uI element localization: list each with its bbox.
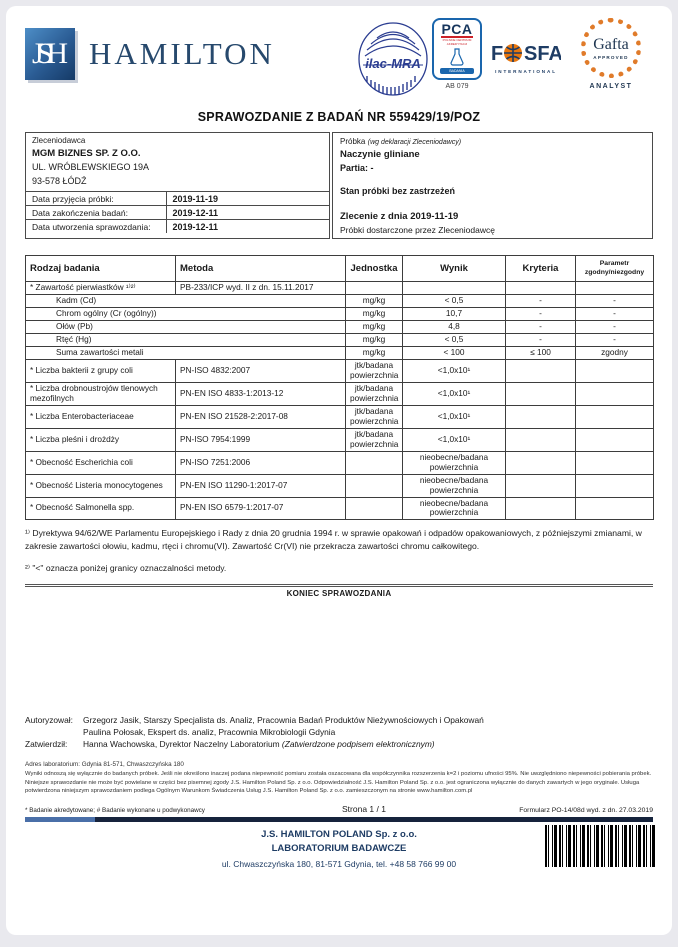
table-cell: Chrom ogólny (Cr (ogólny)) <box>26 308 346 321</box>
table-cell: * Zawartość pierwiastków ¹⁾²⁾ <box>26 282 176 295</box>
table-cell: * Obecność Escherichia coli <box>26 451 176 474</box>
table-cell: PB-233/ICP wyd. II z dn. 15.11.2017 <box>176 282 346 295</box>
results-table-body <box>26 282 654 520</box>
approved-row <box>25 738 653 750</box>
pca-label: PCA <box>441 21 473 37</box>
sample-batch: Partia: - <box>340 162 374 173</box>
table-cell <box>506 474 576 497</box>
report-title: SPRAWOZDANIE Z BADAŃ NR 559429/19/POZ <box>197 110 481 124</box>
gafta-analyst-label: ANALYST <box>589 83 633 90</box>
pca-badge <box>431 18 483 90</box>
table-cell: Kadm (Cd) <box>26 295 346 308</box>
table-row <box>26 334 654 347</box>
table-cell: PN-ISO 4832:2007 <box>176 360 346 383</box>
date-value: 2019-11-19 <box>166 192 329 206</box>
table-row <box>26 220 329 234</box>
table-cell: ≤ 100 <box>506 347 576 360</box>
table-cell <box>576 428 654 451</box>
table-row <box>26 405 654 428</box>
table-row <box>26 497 654 520</box>
results-table <box>25 255 654 520</box>
fosfa-badge <box>491 42 561 74</box>
sample-label-note: (wg deklaracji Zleceniodawcy) <box>367 139 462 146</box>
table-cell: nieobecne/badana powierzchnia <box>403 451 506 474</box>
table-cell: jtk/badana powierzchnia <box>346 405 403 428</box>
col-header-wynik: Wynik <box>403 256 506 282</box>
col-header-metoda: Metoda <box>176 256 346 282</box>
client-head <box>26 133 329 191</box>
footer-address: ul. Chwaszczyńska 180, 81-571 Gdynia, tel. +48 58 766 99 00 <box>221 858 457 869</box>
table-cell: mg/kg <box>346 321 403 334</box>
table-cell: * Liczba Enterobacteriaceae <box>26 405 176 428</box>
header <box>25 18 653 104</box>
date-label: Data przyjęcia próbki: <box>26 192 166 206</box>
date-label: Data zakończenia badań: <box>26 206 166 220</box>
accredited-note: * Badanie akredytowane; # Badanie wykonane u podwykonawcy <box>25 807 205 815</box>
fosfa-international-label: INTERNATIONAL <box>495 69 557 74</box>
table-cell: - <box>576 334 654 347</box>
end-divider <box>25 584 653 587</box>
table-cell: 4,8 <box>403 321 506 334</box>
gafta-label: Gafta <box>593 35 629 53</box>
pca-tiny-text: POLSKIE CENTRUM AKREDYTACJI <box>442 38 472 46</box>
table-cell <box>403 282 506 295</box>
footnote-2: ²⁾ "<" oznacza poniżej granicy oznaczalności metody. <box>25 563 227 574</box>
table-row <box>26 192 329 206</box>
table-cell: - <box>506 308 576 321</box>
table-cell: Suma zawartości metali <box>26 347 346 360</box>
table-cell: - <box>506 295 576 308</box>
table-row <box>26 295 654 308</box>
table-cell <box>506 382 576 405</box>
table-cell: jtk/badana powierzchnia <box>346 382 403 405</box>
table-row <box>26 206 329 220</box>
table-cell: - <box>506 334 576 347</box>
col-header-kryteria: Kryteria <box>506 256 576 282</box>
hamilton-wordmark: HAMILTON <box>89 36 275 71</box>
table-cell: * Obecność Salmonella spp. <box>26 497 176 520</box>
col-header-parametr: Parametr zgodny/niezgodny <box>576 256 654 282</box>
results-section <box>25 255 653 520</box>
table-cell: <1,0x10¹ <box>403 405 506 428</box>
table-cell: jtk/badana powierzchnia <box>346 360 403 383</box>
table-cell <box>506 428 576 451</box>
disclaimer-text: Wyniki odnoszą się wyłącznie do badanych próbek. Jeśli nie określono inaczej podana niepewność pomiaru została oszacowana dla współczynnika rozszerzenia k=2 i poziomu ufności 95%. Nie uwzględniono niepewności pobierania próbek. Niniejsze sprawozdanie nie może być powielane w części bez pisemnej zgody J.S. Hamilton Poland Sp. z o.o. Odpowiedzialność J.S. Hamilton Poland Sp. z o.o. jest ograniczona wyłącznie do danych zawartych w jego oryginale. Usługa potwierdzona niniejszym sprawozdaniem podlega Ogólnym Warunkom Świadczenia Usług J.S. Hamilton Poland Sp. z o.o. zamieszczonym na stronie www.hamilton.com.pl <box>25 770 652 795</box>
dates-table <box>26 191 329 233</box>
table-cell <box>576 474 654 497</box>
table-cell <box>506 405 576 428</box>
col-header-rodzaj: Rodzaj badania <box>26 256 176 282</box>
svg-text:ilac-MRA: ilac-MRA <box>365 56 421 71</box>
table-cell: * Liczba drobnoustrojów tlenowych mezofilnych <box>26 382 176 405</box>
table-cell: zgodny <box>576 347 654 360</box>
table-row <box>26 308 654 321</box>
info-section <box>25 132 653 239</box>
table-cell: PN-ISO 7954:1999 <box>176 428 346 451</box>
table-row <box>26 347 654 360</box>
company-logo <box>25 28 275 80</box>
table-cell <box>576 382 654 405</box>
table-row <box>26 360 654 383</box>
table-cell: PN-EN ISO 4833-1:2013-12 <box>176 382 346 405</box>
table-cell: PN-ISO 7251:2006 <box>176 451 346 474</box>
table-cell: < 0,5 <box>403 334 506 347</box>
legal-block <box>25 761 653 797</box>
table-cell: - <box>576 308 654 321</box>
table-cell: - <box>576 295 654 308</box>
client-address-line2: 93-578 ŁÓDŹ <box>32 175 87 186</box>
approved-person-name: Hanna Wachowska, Dyrektor Naczelny Laboratorium <box>83 739 282 750</box>
authorized-person-1: Grzegorz Jasik, Starszy Specjalista ds. Analiz, Pracownia Badań Produktów Nieżywnościowych i Opakowań <box>83 715 484 726</box>
col-header-jednostka: Jednostka <box>346 256 403 282</box>
end-of-report-label: KONIEC SPRAWOZDANIA <box>286 589 392 599</box>
sample-label: Próbka <box>340 137 366 146</box>
table-cell: mg/kg <box>346 347 403 360</box>
table-row <box>26 474 654 497</box>
ilac-mra-badge <box>355 20 431 103</box>
table-cell: <1,0x10¹ <box>403 428 506 451</box>
date-value: 2019-12-11 <box>166 220 329 234</box>
table-cell <box>576 451 654 474</box>
table-cell: nieobecne/badana powierzchnia <box>403 497 506 520</box>
sample-name: Naczynie gliniane <box>340 149 420 161</box>
footnote-1: ¹⁾ Dyrektywa 94/62/WE Parlamentu Europejskiego i Rady z dnia 20 grudnia 1994 r. w sprawie opakowań i odpadów opakowaniowych, z późniejszymi zmianami, w zakresie zawartości ołowiu, kadmu, rtęci i chromu(VI). Zawartość Cr(VI) nie przekracza zawartości chromu całkowitego. <box>25 528 642 552</box>
table-cell <box>576 360 654 383</box>
authorization-block <box>25 714 653 751</box>
table-cell: * Liczba bakterii z grupy coli <box>26 360 176 383</box>
table-cell: Ołów (Pb) <box>26 321 346 334</box>
jsh-logo-initials: JSH <box>31 37 62 70</box>
gafta-badge <box>570 18 652 90</box>
table-cell <box>346 282 403 295</box>
approved-label: Zatwierdził: <box>25 739 68 750</box>
authorized-row <box>25 714 653 726</box>
table-cell <box>506 451 576 474</box>
table-cell: - <box>506 321 576 334</box>
table-cell: PN-EN ISO 6579-1:2017-07 <box>176 497 346 520</box>
table-row <box>26 451 654 474</box>
table-cell <box>506 360 576 383</box>
table-cell: mg/kg <box>346 308 403 321</box>
table-cell <box>346 497 403 520</box>
client-name: MGM BIZNES SP. Z O.O. <box>32 148 141 159</box>
table-cell: < 0,5 <box>403 295 506 308</box>
date-value: 2019-12-11 <box>166 206 329 220</box>
barcode <box>545 825 657 867</box>
table-cell: PN-EN ISO 11290-1:2017-07 <box>176 474 346 497</box>
pca-frame <box>432 18 482 80</box>
table-cell: <1,0x10¹ <box>403 382 506 405</box>
form-number: Formularz PO-14/08d wyd. z dn. 27.03.2019 <box>519 807 653 815</box>
fosfa-wordmark-icon <box>491 42 561 64</box>
table-cell: Rtęć (Hg) <box>26 334 346 347</box>
sample-label-row <box>340 135 645 148</box>
report-page <box>6 6 672 935</box>
table-cell <box>506 497 576 520</box>
table-row <box>26 282 654 295</box>
footer-divider-bar <box>25 817 653 822</box>
table-cell: <1,0x10¹ <box>403 360 506 383</box>
pagefoot <box>25 804 653 814</box>
approved-note: (Zatwierdzone podpisem elektronicznym) <box>281 739 435 750</box>
table-cell: - <box>576 321 654 334</box>
table-row <box>26 428 654 451</box>
table-cell: PN-EN ISO 21528-2:2017-08 <box>176 405 346 428</box>
table-cell <box>576 405 654 428</box>
gafta-approved-label: APPROVED <box>593 54 629 60</box>
footer-company: J.S. HAMILTON POLAND Sp. z o.o. <box>261 829 417 841</box>
table-cell: jtk/badana powierzchnia <box>346 428 403 451</box>
ilac-mra-icon <box>355 20 431 98</box>
page-number: Strona 1 / 1 <box>342 804 386 815</box>
footnotes <box>25 527 653 575</box>
table-row <box>26 382 654 405</box>
sample-delivery: Próbki dostarczone przez Zleceniodawcę <box>340 224 495 235</box>
table-cell: mg/kg <box>346 334 403 347</box>
table-cell: mg/kg <box>346 295 403 308</box>
date-label: Data utworzenia sprawozdania: <box>26 220 166 234</box>
sample-box <box>332 132 653 239</box>
sample-order: Zlecenie z dnia 2019-11-19 <box>340 211 459 222</box>
authorized-label-spacer <box>25 726 83 738</box>
footer <box>25 827 653 868</box>
table-cell: < 100 <box>403 347 506 360</box>
svg-text:SFA: SFA <box>524 43 561 64</box>
authorized-row-2 <box>25 726 653 738</box>
pca-accreditation-number: AB 079 <box>445 83 469 90</box>
authorized-person-2: Paulina Połosak, Ekspert ds. analiz, Pracownia Mikrobiologii Gdynia <box>83 727 336 738</box>
table-row <box>26 321 654 334</box>
blank-space <box>25 598 653 714</box>
gafta-wreath-icon <box>581 18 641 78</box>
approved-person <box>83 738 435 750</box>
table-cell <box>346 474 403 497</box>
table-cell <box>576 282 654 295</box>
table-cell <box>346 451 403 474</box>
client-label: Zleceniodawca <box>32 136 86 145</box>
flask-icon <box>449 48 465 66</box>
table-cell <box>576 497 654 520</box>
table-cell: nieobecne/badana powierzchnia <box>403 474 506 497</box>
authorized-label: Autoryzował: <box>25 715 73 726</box>
pca-bar-label: BADANIA <box>440 68 474 74</box>
table-cell <box>506 282 576 295</box>
client-box <box>25 132 330 239</box>
table-cell: * Liczba pleśni i drożdży <box>26 428 176 451</box>
table-cell: 10,7 <box>403 308 506 321</box>
table-cell: * Obecność Listeria monocytogenes <box>26 474 176 497</box>
jsh-logo-icon <box>25 28 75 80</box>
footer-lab: LABORATORIUM BADAWCZE <box>271 843 407 855</box>
sample-condition: Stan próbki bez zastrzeżeń <box>340 185 456 196</box>
table-header-row <box>26 256 654 282</box>
svg-text:F: F <box>491 43 504 64</box>
client-address-line1: UL. WRÓBLEWSKIEGO 19A <box>32 162 150 173</box>
lab-address-line: Adres laboratorium: Gdynia 81-571, Chwaszczyńska 180 <box>25 760 184 768</box>
